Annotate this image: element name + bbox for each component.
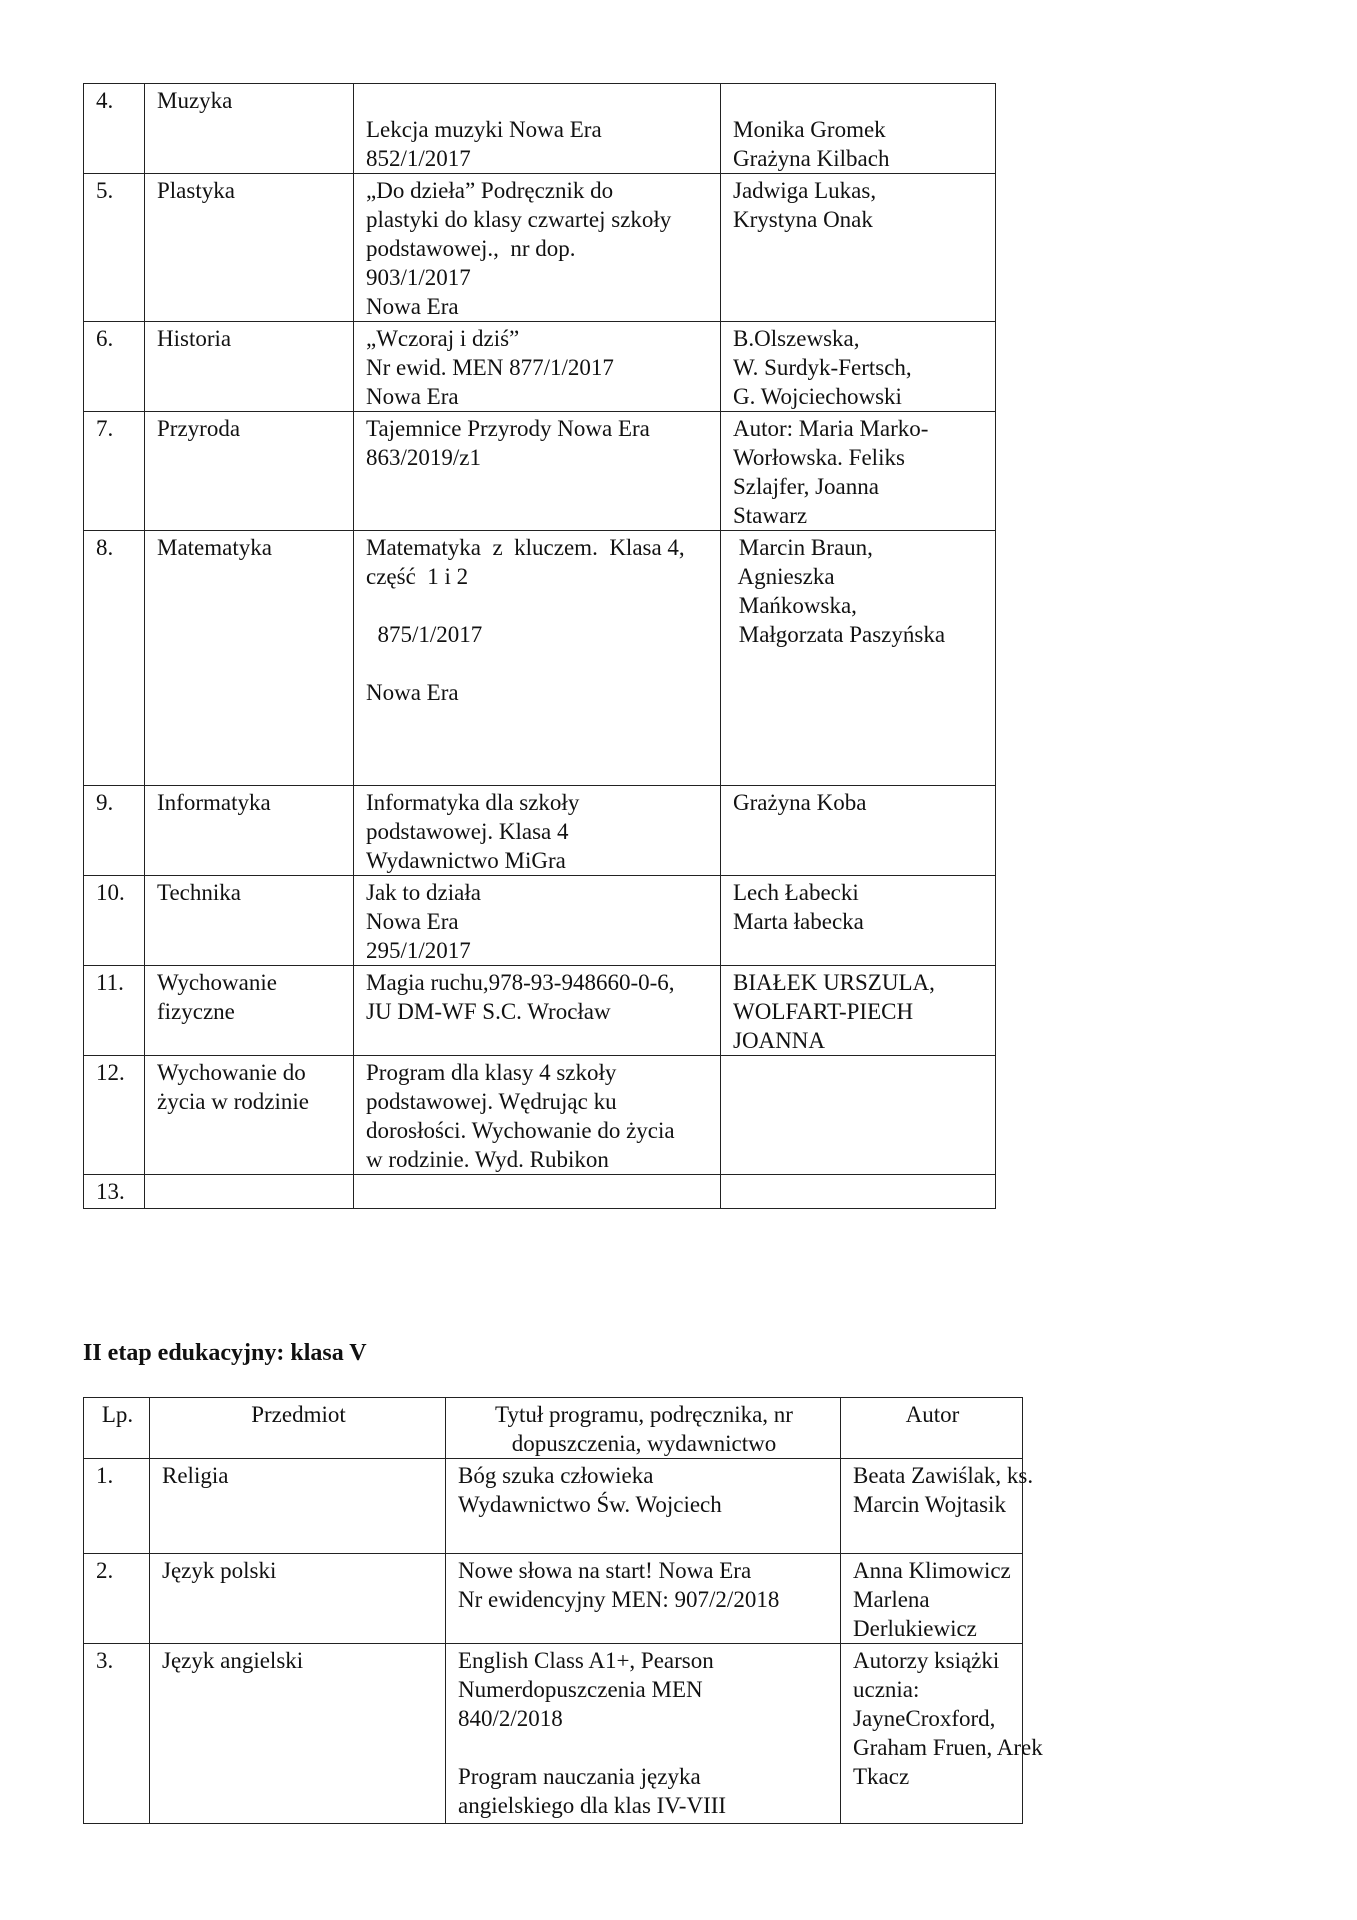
author-cell-line: Autor: Maria Marko-	[733, 416, 929, 441]
author-cell	[721, 1175, 996, 1209]
author-cell	[721, 412, 996, 531]
table-row	[84, 786, 996, 876]
table-row	[84, 1459, 1023, 1554]
subject-cell-line: fizyczne	[157, 999, 235, 1024]
title-cell-line: „Wczoraj i dziś”	[366, 326, 520, 351]
title-cell-line: Matematyka z kluczem. Klasa 4,	[366, 535, 685, 560]
author-cell	[721, 876, 996, 966]
author-cell-line: Tkacz	[853, 1764, 910, 1789]
author-cell-line: ucznia:	[853, 1677, 920, 1702]
title-cell-line: w rodzinie. Wyd. Rubikon	[366, 1147, 609, 1172]
title-cell-line	[366, 707, 710, 736]
subject-cell	[145, 84, 354, 174]
subject-cell-line: Muzyka	[157, 88, 233, 113]
title-cell	[354, 84, 721, 174]
title-cell	[354, 786, 721, 876]
row-number: 9.	[84, 786, 145, 876]
row-number: 3.	[84, 1644, 150, 1824]
title-cell-line: Program dla klasy 4 szkoły	[366, 1060, 617, 1085]
row-number: 1.	[84, 1459, 150, 1554]
subject-cell	[145, 1175, 354, 1209]
table-row	[84, 84, 996, 174]
subject-cell	[145, 966, 354, 1056]
title-cell	[446, 1459, 841, 1554]
author-cell-line: Grażyna Kilbach	[733, 146, 890, 171]
header-author: Autor	[841, 1398, 1023, 1459]
title-cell-line: Jak to działa	[366, 880, 481, 905]
row-number: 12.	[84, 1056, 145, 1175]
title-cell-line: Nowa Era	[366, 384, 459, 409]
table-row	[84, 1175, 996, 1209]
author-cell-line: G. Wojciechowski	[733, 384, 902, 409]
table-row	[84, 1056, 996, 1175]
table-row	[84, 1644, 1023, 1824]
textbook-table-class-5	[83, 1397, 1043, 1824]
subject-cell	[145, 531, 354, 786]
author-cell-line: Monika Gromek	[733, 117, 886, 142]
author-cell-line: W. Surdyk-Fertsch,	[733, 355, 912, 380]
author-cell-line: Mańkowska,	[733, 593, 857, 618]
title-cell-line: JU DM-WF S.C. Wrocław	[366, 999, 611, 1024]
author-cell-line: B.Olszewska,	[733, 326, 860, 351]
title-cell-line	[366, 649, 710, 678]
title-cell-line: podstawowej. Klasa 4	[366, 819, 569, 844]
title-cell-line: podstawowej. Wędrując ku	[366, 1089, 617, 1114]
title-cell-line	[366, 591, 710, 620]
author-cell-line: Worłowska. Feliks	[733, 445, 905, 470]
author-cell-line: WOLFART-PIECH	[733, 999, 914, 1024]
header-title: Tytuł programu, podręcznika, nr dopuszczenia, wydawnictwo	[446, 1398, 841, 1459]
author-cell-line	[733, 1177, 985, 1206]
subject-cell-line: Technika	[157, 880, 241, 905]
author-cell-line: BIAŁEK URSZULA,	[733, 970, 935, 995]
subject-cell-line: Plastyka	[157, 178, 235, 203]
title-cell-line: 840/2/2018	[458, 1706, 563, 1731]
title-cell-line: Nowa Era	[366, 909, 459, 934]
title-cell-line: „Do dzieła” Podręcznik do	[366, 178, 614, 203]
row-number: 4.	[84, 84, 145, 174]
author-cell	[721, 322, 996, 412]
subject-cell-line: Przyroda	[157, 416, 241, 441]
section-heading: II etap edukacyjny: klasa V	[83, 1340, 367, 1366]
subject-cell	[145, 174, 354, 322]
title-cell-line: Nowa Era	[366, 680, 459, 705]
title-cell-line: Nr ewidencyjny MEN: 907/2/2018	[458, 1587, 780, 1612]
title-cell	[354, 876, 721, 966]
title-cell	[354, 1175, 721, 1209]
subject-cell	[150, 1459, 446, 1554]
textbook-table-class-4	[83, 83, 996, 1209]
title-cell-line	[458, 1519, 830, 1548]
author-cell-line	[733, 1058, 985, 1087]
author-cell-line: Autorzy książki	[853, 1648, 1000, 1673]
title-cell-line: plastyki do klasy czwartej szkoły	[366, 207, 672, 232]
title-cell-line: Informatyka dla szkoły	[366, 790, 580, 815]
row-number: 11.	[84, 966, 145, 1056]
subject-cell-line	[157, 1177, 343, 1206]
title-cell	[354, 531, 721, 786]
author-cell-line: Marcin Wojtasik	[853, 1492, 1006, 1517]
subject-cell-line: Wychowanie	[157, 970, 277, 995]
author-cell-line: Małgorzata Paszyńska	[733, 622, 946, 647]
author-cell-line: Stawarz	[733, 503, 808, 528]
author-cell-line: Graham Fruen, Arek	[853, 1735, 1043, 1760]
author-cell-line	[853, 1519, 1012, 1548]
title-cell-line: Magia ruchu,978-93-948660-0-6,	[366, 970, 675, 995]
title-cell-line: 903/1/2017	[366, 265, 471, 290]
title-cell-line	[458, 1733, 830, 1762]
header-subject: Przedmiot	[150, 1398, 446, 1459]
subject-cell-line: Historia	[157, 326, 232, 351]
author-cell	[841, 1554, 1023, 1644]
author-cell	[721, 84, 996, 174]
title-cell-line: Wydawnictwo MiGra	[366, 848, 566, 873]
title-cell	[354, 412, 721, 531]
author-cell-line: Anna Klimowicz	[853, 1558, 1011, 1583]
title-cell-line: 295/1/2017	[366, 938, 471, 963]
subject-cell	[145, 786, 354, 876]
title-cell-line: dorosłości. Wychowanie do życia	[366, 1118, 675, 1143]
author-cell-line: JOANNA	[733, 1028, 825, 1053]
author-cell	[721, 531, 996, 786]
author-cell-line	[733, 86, 985, 115]
author-cell-line: Szlajfer, Joanna	[733, 474, 879, 499]
row-number: 8.	[84, 531, 145, 786]
author-cell-line: Lech Łabecki	[733, 880, 859, 905]
title-cell-line	[366, 86, 710, 115]
row-number: 2.	[84, 1554, 150, 1644]
author-cell	[841, 1459, 1034, 1554]
subject-cell	[150, 1644, 446, 1824]
title-cell-line	[366, 1177, 710, 1206]
title-cell-line: Nowe słowa na start! Nowa Era	[458, 1558, 752, 1583]
title-cell-line: 863/2019/z1	[366, 445, 481, 470]
title-cell-line: Tajemnice Przyrody Nowa Era	[366, 416, 650, 441]
title-cell-line: Bóg szuka człowieka	[458, 1463, 654, 1488]
author-cell-line: Krystyna Onak	[733, 207, 873, 232]
subject-cell-line: Informatyka	[157, 790, 271, 815]
author-cell	[721, 966, 996, 1056]
author-cell-line: JayneCroxford,	[853, 1706, 996, 1731]
header-lp: Lp.	[84, 1398, 150, 1459]
author-cell	[721, 786, 996, 876]
row-number: 6.	[84, 322, 145, 412]
subject-cell	[145, 322, 354, 412]
table-row	[84, 322, 996, 412]
author-cell-line: Agnieszka	[733, 564, 835, 589]
author-cell-line: Marcin Braun,	[733, 535, 873, 560]
title-cell	[354, 322, 721, 412]
author-cell-line: Jadwiga Lukas,	[733, 178, 877, 203]
subject-cell-line: Język angielski	[162, 1648, 304, 1673]
table-row	[84, 876, 996, 966]
title-cell-line: Nr ewid. MEN 877/1/2017	[366, 355, 614, 380]
title-cell	[354, 966, 721, 1056]
title-cell-line: Program nauczania języka	[458, 1764, 701, 1789]
table-row	[84, 531, 996, 786]
title-cell	[446, 1644, 841, 1824]
subject-cell	[145, 876, 354, 966]
table-header-row	[84, 1398, 1023, 1459]
row-number: 7.	[84, 412, 145, 531]
title-cell-line: angielskiego dla klas IV-VIII	[458, 1793, 727, 1818]
row-number: 13.	[84, 1175, 145, 1209]
table-row	[84, 1554, 1023, 1644]
subject-cell-line: Język polski	[162, 1558, 277, 1583]
subject-cell	[150, 1554, 446, 1644]
title-cell-line: Numerdopuszczenia MEN	[458, 1677, 703, 1702]
title-cell-line: 875/1/2017	[366, 622, 483, 647]
title-cell	[354, 1056, 721, 1175]
author-cell	[721, 174, 996, 322]
subject-cell-line: Religia	[162, 1463, 229, 1488]
title-cell-line: Lekcja muzyki Nowa Era	[366, 117, 602, 142]
title-cell	[446, 1554, 841, 1644]
table-row	[84, 174, 996, 322]
author-cell	[841, 1644, 1043, 1824]
title-cell-line: podstawowej., nr dop.	[366, 236, 576, 261]
title-cell	[354, 174, 721, 322]
author-cell-line: Grażyna Koba	[733, 790, 867, 815]
title-cell-line: Wydawnictwo Św. Wojciech	[458, 1492, 722, 1517]
title-cell-line: English Class A1+, Pearson	[458, 1648, 714, 1673]
title-cell-line: część 1 i 2	[366, 564, 469, 589]
subject-cell-line: Wychowanie do	[157, 1060, 306, 1085]
subject-cell	[145, 412, 354, 531]
author-cell-line: Derlukiewicz	[853, 1616, 977, 1641]
row-number: 10.	[84, 876, 145, 966]
subject-cell-line: Matematyka	[157, 535, 272, 560]
author-cell-line: Marta łabecka	[733, 909, 864, 934]
author-cell-line: Beata Zawiślak, ks.	[853, 1463, 1034, 1488]
table-row	[84, 966, 996, 1056]
title-cell-line: Nowa Era	[366, 294, 459, 319]
row-number: 5.	[84, 174, 145, 322]
subject-cell	[145, 1056, 354, 1175]
title-cell-line: 852/1/2017	[366, 146, 471, 171]
author-cell	[721, 1056, 996, 1175]
title-cell-line	[366, 736, 710, 765]
subject-cell-line: życia w rodzinie	[157, 1089, 309, 1114]
author-cell-line: Marlena	[853, 1587, 930, 1612]
table-row	[84, 412, 996, 531]
